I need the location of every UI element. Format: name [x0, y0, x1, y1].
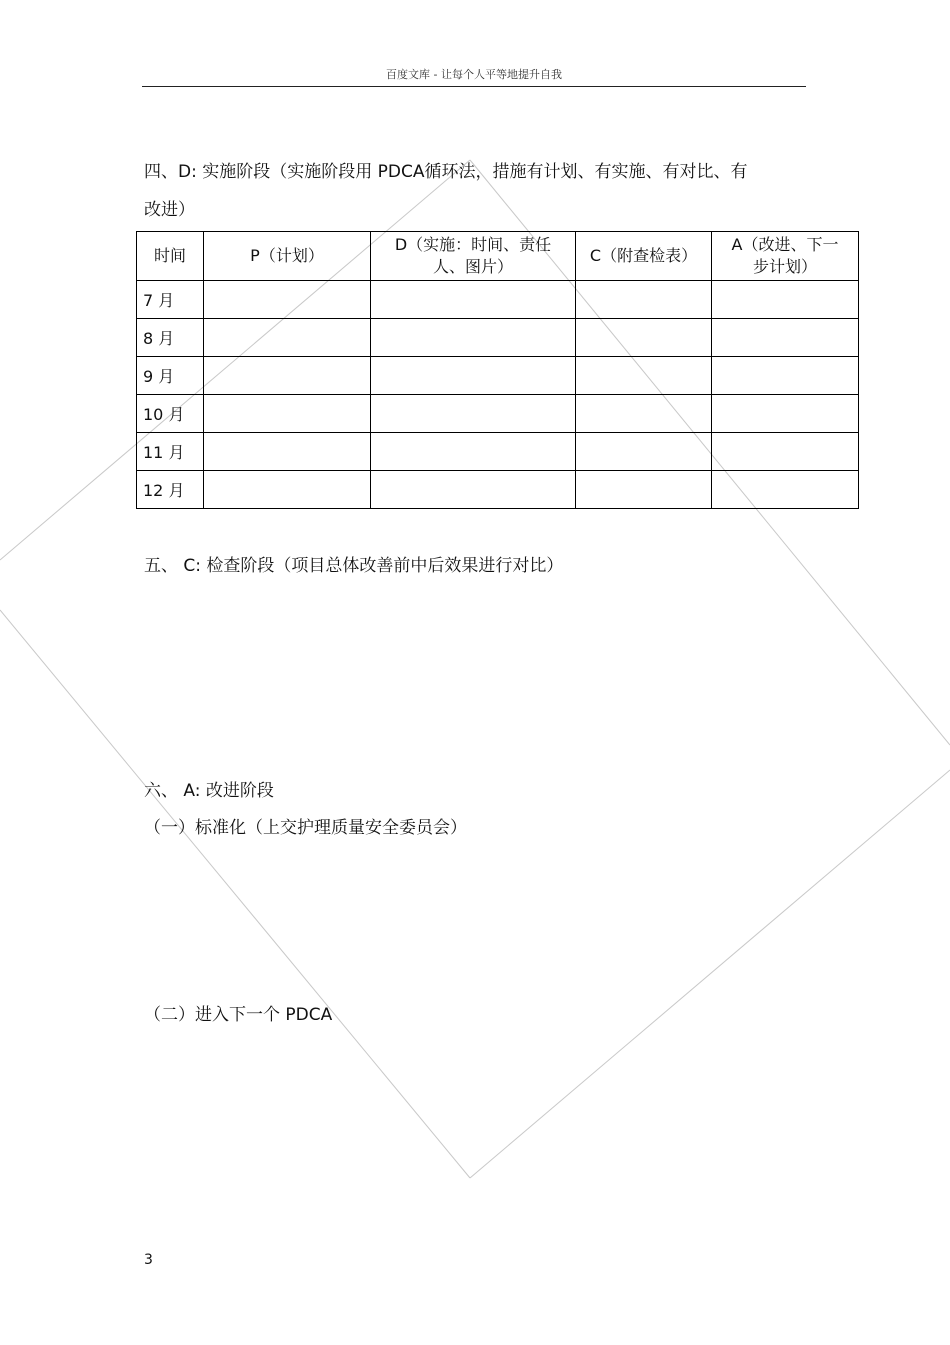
act-cell[interactable]	[712, 433, 859, 471]
do-cell[interactable]	[371, 395, 576, 433]
section-d-title-line2: 改进）	[144, 200, 195, 220]
page-header: 百度文库 - 让每个人平等地提升自我	[386, 68, 562, 81]
pdca-table	[136, 231, 859, 509]
plan-cell[interactable]	[204, 281, 371, 319]
month-cell: 7 月	[137, 281, 204, 319]
header-do-line2: 人、图片）	[432, 257, 513, 276]
do-cell[interactable]	[371, 471, 576, 509]
check-cell[interactable]	[576, 395, 712, 433]
month-cell: 8 月	[137, 319, 204, 357]
check-cell[interactable]	[576, 433, 712, 471]
month-cell: 9 月	[137, 357, 204, 395]
plan-cell[interactable]	[204, 319, 371, 357]
header-divider	[142, 86, 806, 87]
section-c-title: 五、 C: 检查阶段（项目总体改善前中后效果进行对比）	[144, 556, 564, 576]
table-header-row	[137, 232, 859, 281]
page-number: 3	[144, 1252, 153, 1268]
table-row	[137, 357, 859, 395]
header-plan: P（计划）	[204, 232, 371, 281]
month-cell: 10 月	[137, 395, 204, 433]
table-row	[137, 433, 859, 471]
act-cell[interactable]	[712, 395, 859, 433]
month-cell: 12 月	[137, 471, 204, 509]
do-cell[interactable]	[371, 433, 576, 471]
header-check: C（附查检表）	[576, 232, 712, 281]
header-act-line2: 步计划）	[752, 257, 817, 276]
check-cell[interactable]	[576, 471, 712, 509]
act-cell[interactable]	[712, 357, 859, 395]
act-cell[interactable]	[712, 319, 859, 357]
header-act	[712, 232, 859, 281]
plan-cell[interactable]	[204, 395, 371, 433]
do-cell[interactable]	[371, 357, 576, 395]
do-cell[interactable]	[371, 319, 576, 357]
section-a-subheading-next-pdca: （二）进入下一个 PDCA	[144, 1005, 333, 1025]
plan-cell[interactable]	[204, 357, 371, 395]
header-act-line1: A（改进、下一	[731, 235, 839, 254]
header-do-line1: D（实施：时间、责任	[394, 235, 552, 254]
plan-cell[interactable]	[204, 433, 371, 471]
check-cell[interactable]	[576, 281, 712, 319]
table-row	[137, 395, 859, 433]
section-a-title: 六、 A: 改进阶段	[144, 781, 274, 801]
check-cell[interactable]	[576, 357, 712, 395]
month-cell: 11 月	[137, 433, 204, 471]
check-cell[interactable]	[576, 319, 712, 357]
table-row	[137, 471, 859, 509]
header-do	[371, 232, 576, 281]
header-time: 时间	[137, 232, 204, 281]
section-a-subheading-standardize: （一）标准化（上交护理质量安全委员会）	[144, 818, 467, 838]
act-cell[interactable]	[712, 471, 859, 509]
table-row	[137, 281, 859, 319]
table-row	[137, 319, 859, 357]
plan-cell[interactable]	[204, 471, 371, 509]
do-cell[interactable]	[371, 281, 576, 319]
act-cell[interactable]	[712, 281, 859, 319]
section-d-title-line1: 四、D: 实施阶段（实施阶段用 PDCA循环法，措施有计划、有实施、有对比、有	[144, 162, 748, 182]
